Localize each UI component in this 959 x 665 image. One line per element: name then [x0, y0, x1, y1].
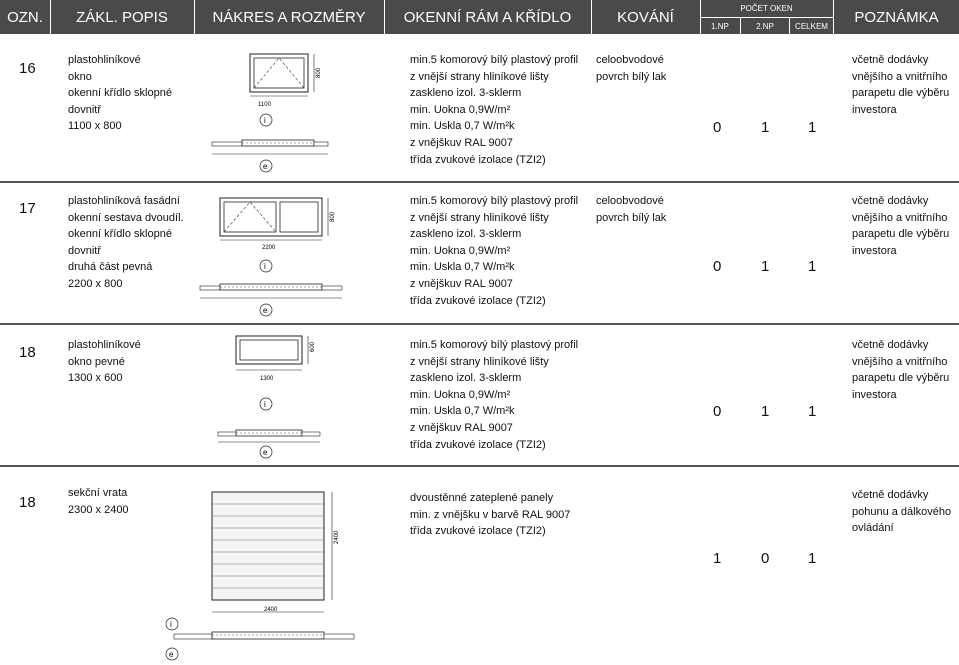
frame-line: min.5 komorový bílý plastový profil — [410, 195, 579, 207]
note-line: parapetu dle výběru — [852, 87, 950, 100]
row-divider — [0, 465, 959, 467]
row-divider — [0, 323, 959, 325]
count-np2: 0 — [761, 550, 770, 567]
header-popis: ZÁKL. POPIS — [76, 8, 168, 26]
header-kovani: KOVÁNÍ — [617, 8, 674, 26]
description-line: 2300 x 2400 — [68, 503, 129, 516]
note — [852, 193, 949, 259]
note-line: pohunu a dálkového — [852, 505, 952, 518]
note — [852, 337, 949, 403]
frame-line: zaskleno izol. 3-sklerm — [410, 87, 522, 100]
header-poznamka: POZNÁMKA — [854, 8, 939, 26]
description-line: okenní křídlo sklopné — [68, 228, 172, 241]
description-line: dovnitř — [68, 103, 102, 116]
frame-line: třída zvukové izolace (TZI2) — [410, 294, 546, 307]
note-line: parapetu dle výběru — [852, 228, 950, 241]
frame-line: třída zvukové izolace (TZI2) — [410, 525, 546, 538]
description-line: plastohliníkové — [68, 339, 141, 351]
note-line: včetně dodávky — [852, 339, 929, 351]
row-description — [68, 52, 172, 135]
table-header — [0, 0, 959, 34]
frame-line: třída zvukové izolace (TZI2) — [410, 153, 546, 166]
row-description — [68, 485, 129, 518]
frame-line: min. Uokna 0,9W/m² — [410, 244, 511, 257]
exterior-marker: e — [263, 448, 268, 457]
frame-line: min. Uskla 0,7 W/m²k — [410, 261, 515, 274]
hardware-line: celoobvodové — [596, 54, 664, 66]
note-line: investora — [852, 388, 897, 401]
row-number: 17 — [19, 200, 36, 217]
frame-line: min. Uskla 0,7 W/m²k — [410, 405, 515, 418]
description-line: dovnitř — [68, 244, 102, 257]
frame-line: min.5 komorový bílý plastový profil — [410, 54, 579, 66]
frame-line: dvoustěnné zateplené panely — [410, 492, 554, 504]
frame-line: min. z vnějšku v barvě RAL 9007 — [410, 508, 571, 521]
description-line: 2200 x 800 — [68, 277, 123, 290]
hardware-line: povrch bílý lak — [596, 211, 667, 224]
count-np1: 0 — [713, 258, 722, 275]
interior-marker: i — [264, 262, 266, 271]
note-line: investora — [852, 244, 897, 257]
row-number: 18 — [19, 344, 36, 361]
height-dimension: 800 — [316, 67, 322, 78]
count-np2: 1 — [761, 119, 770, 136]
description-line: plastohliníkové — [68, 54, 141, 66]
frame-line: zaskleno izol. 3-sklerm — [410, 228, 522, 241]
height-dimension: 800 — [330, 211, 336, 222]
header-np1: 1.NP — [711, 22, 729, 31]
hardware-line: povrch bílý lak — [596, 70, 667, 83]
frame-line: z vnější strany hliníkové lišty — [410, 355, 549, 368]
row-number: 18 — [19, 494, 36, 511]
row-description — [68, 193, 184, 293]
frame-line: z vnějškuv RAL 9007 — [410, 136, 513, 149]
header-np2: 2.NP — [756, 22, 774, 31]
frame-line: min. Uskla 0,7 W/m²k — [410, 120, 515, 133]
width-dimension: 1300 — [260, 376, 274, 382]
note-line: parapetu dle výběru — [852, 372, 950, 385]
frame-line: zaskleno izol. 3-sklerm — [410, 372, 522, 385]
frame-line: z vnější strany hliníkové lišty — [410, 211, 549, 224]
description-line: 1300 x 600 — [68, 372, 123, 385]
frame-line: min. Uokna 0,9W/m² — [410, 388, 511, 401]
description-line: okno pevné — [68, 355, 125, 368]
width-dimension: 2200 — [262, 245, 276, 251]
description-line: okenní křídlo sklopné — [68, 87, 172, 100]
count-np1: 0 — [713, 403, 722, 420]
note — [852, 487, 951, 537]
note-line: včetně dodávky — [852, 195, 929, 207]
description-line: okenní sestava dvoudíl. — [68, 211, 184, 224]
description-line: plastohliníková fasádní — [68, 195, 180, 207]
frame-line: min. Uokna 0,9W/m² — [410, 103, 511, 116]
note-line: vnějšího a vnitřního — [852, 355, 948, 368]
exterior-marker: e — [263, 162, 268, 171]
count-np2: 1 — [761, 258, 770, 275]
frame-line: z vnějškuv RAL 9007 — [410, 277, 513, 290]
count-total: 1 — [808, 258, 817, 275]
count-np2: 1 — [761, 403, 770, 420]
frame-line: min.5 komorový bílý plastový profil — [410, 339, 579, 351]
description-line: 1100 x 800 — [68, 120, 122, 133]
frame-line: z vnějškuv RAL 9007 — [410, 421, 513, 434]
count-np1: 1 — [713, 550, 722, 567]
garage-door-drawing — [160, 484, 360, 665]
frame-description — [410, 52, 578, 168]
count-total: 1 — [808, 119, 817, 136]
hardware-description — [596, 52, 666, 85]
row-description — [68, 337, 141, 387]
window-drawing — [196, 192, 346, 322]
frame-description — [410, 490, 570, 540]
count-total: 1 — [808, 403, 817, 420]
note-line: včetně dodávky — [852, 54, 929, 66]
width-dimension: 1100 — [258, 102, 271, 108]
interior-marker: i — [264, 400, 266, 409]
height-dimension: 600 — [310, 341, 316, 352]
width-dimension: 2400 — [264, 607, 278, 613]
interior-marker: i — [264, 116, 266, 125]
exterior-marker: e — [263, 306, 268, 315]
description-line: okno — [68, 70, 92, 83]
row-divider — [0, 181, 959, 183]
frame-line: z vnější strany hliníkové lišty — [410, 70, 549, 83]
hardware-line: celoobvodové — [596, 195, 664, 207]
hardware-description — [596, 193, 666, 226]
note — [852, 52, 949, 118]
header-ozn: OZN. — [7, 8, 43, 26]
header-ram: OKENNÍ RÁM A KŘÍDLO — [403, 8, 572, 26]
header-divider — [700, 17, 833, 18]
header-pocet: POČET OKEN — [740, 4, 793, 13]
header-celkem: CELKEM — [795, 22, 828, 31]
window-drawing — [210, 48, 330, 178]
frame-line: třída zvukové izolace (TZI2) — [410, 438, 546, 451]
note-line: vnějšího a vnitřního — [852, 211, 948, 224]
note-line: vnějšího a vnitřního — [852, 70, 948, 83]
note-line: ovládání — [852, 522, 894, 535]
row-number: 16 — [19, 60, 36, 77]
description-line: sekční vrata — [68, 487, 128, 499]
note-line: investora — [852, 103, 897, 116]
frame-description — [410, 337, 578, 453]
description-line: druhá část pevná — [68, 261, 153, 274]
exterior-marker: e — [169, 650, 174, 659]
count-np1: 0 — [713, 119, 722, 136]
header-nakres: NÁKRES A ROZMĚRY — [212, 8, 366, 26]
interior-marker: i — [170, 620, 172, 629]
note-line: včetně dodávky — [852, 489, 929, 501]
window-drawing — [210, 330, 330, 465]
height-dimension: 2400 — [334, 530, 340, 544]
count-total: 1 — [808, 550, 817, 567]
frame-description — [410, 193, 578, 309]
